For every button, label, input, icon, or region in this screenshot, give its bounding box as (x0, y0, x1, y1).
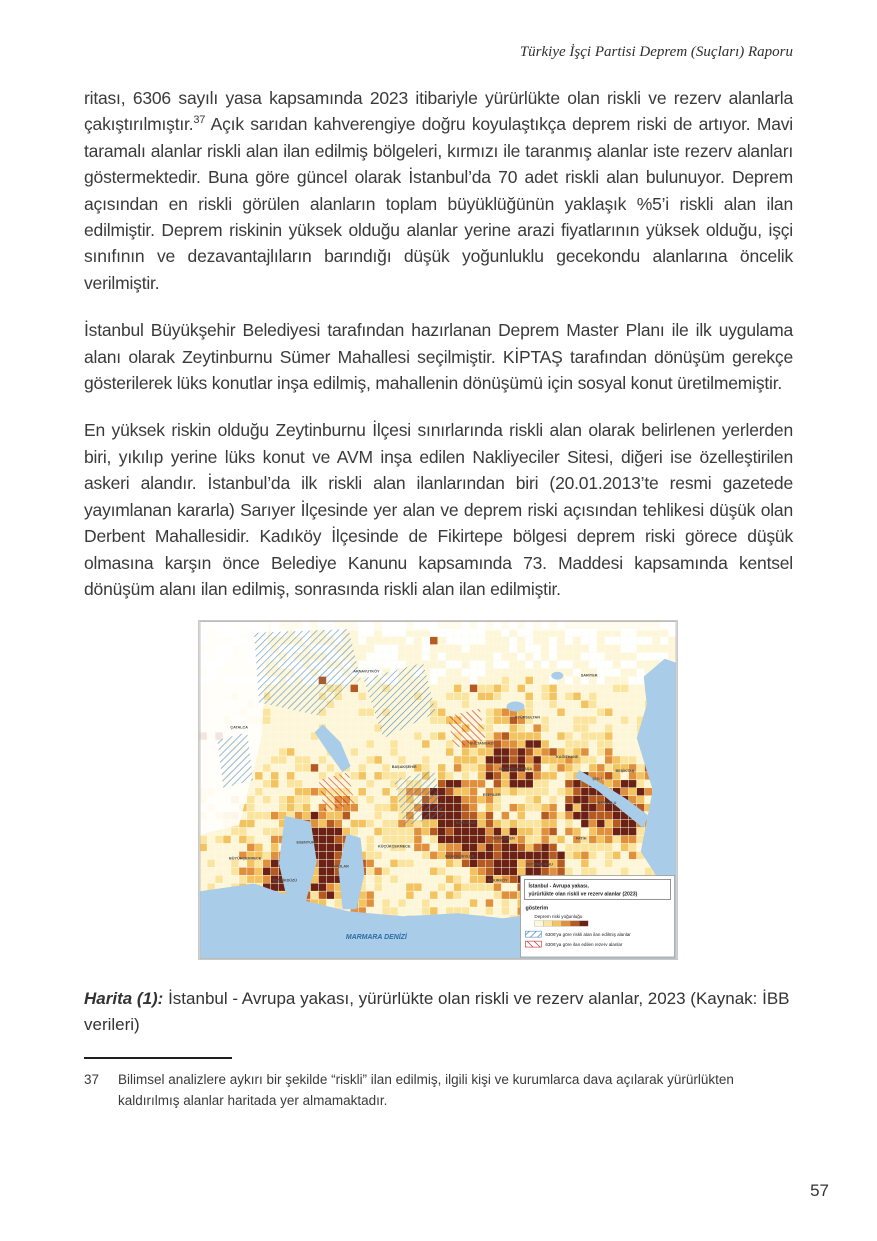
legend-rezerv-label: 6306’ya göre ilan edilen rezerv alanlar (544, 942, 622, 948)
legend-title-line2: yürürlükte olan riskli ve rezerv alanlar (2023) (527, 891, 637, 898)
running-header: Türkiye İşçi Partisi Deprem (Suçları) Raporu (519, 44, 793, 60)
map-figure (198, 620, 680, 960)
district-label: ARNAVUTKÖY (352, 670, 380, 675)
page-number: 57 (810, 1181, 829, 1200)
district-label: KAĞITHANE (555, 755, 578, 760)
paragraph-1-text: ritası, 6306 sayılı yasa kapsamında 2023 itibariyle yürürlükte olan riskli ve rezerv alanlarla çakıştırılmıştır. (84, 88, 793, 135)
district-label: GÜNGÖREN (492, 837, 515, 842)
riskli-swatch (525, 931, 541, 937)
district-label: ÇATALCA (229, 725, 248, 730)
district-label: ESENLER (482, 793, 501, 798)
legend-title-line1: İstanbul - Avrupa yakası, (527, 883, 589, 890)
paragraph-2: İstanbul Büyükşehir Belediyesi tarafından hazırlanan Deprem Master Planı ile ilk uygulama alanı olarak Zeytinburnu Sümer Mahallesi seçilmiştir. KİPTAŞ tarafından dönüşüm gerekçe gösterilerek lüks konutlar inşa edilmiş, mahallenin dönüşümü için sosyal konut üretilmemiştir. (84, 320, 793, 394)
legend-riskli-label: 6306’ya göre riskli alan ilan edilmiş alanlar (544, 932, 631, 938)
paragraph-1 (84, 85, 793, 296)
district-label: EYÜPSULTAN (514, 715, 540, 720)
district-label: SARIYER (580, 673, 597, 678)
district-label: AVCILAR (331, 864, 349, 869)
district-label: BÜYÜKÇEKMECE (228, 856, 261, 861)
footnote-reference-37: 37 (193, 114, 206, 127)
district-label: SULTANGAZİ (469, 741, 494, 746)
marmara-sea-label: MARMARA DENİZİ (345, 934, 407, 942)
rezerv-swatch (525, 941, 541, 947)
footnote-37 (84, 1069, 793, 1111)
legend-risk-density-label: Deprem riski yoğunluğu (533, 914, 582, 920)
forest-lake (551, 672, 563, 680)
footnote-number: 37 (84, 1072, 100, 1088)
legend-section-header: gösterim (524, 905, 548, 912)
district-label: GAZİOSMANPAŞA (498, 767, 532, 772)
map-legend (520, 876, 674, 958)
district-label: ESENYURT (296, 840, 317, 845)
footnote-rule (84, 1057, 232, 1059)
district-label: FATİH (575, 837, 586, 842)
map-caption (84, 986, 793, 1037)
district-label: KÜÇÜKÇEKMECE (377, 844, 410, 849)
district-label: BEŞİKTAŞ (615, 769, 634, 774)
paragraph-1-text-continued: Açık sarıdan kahverengiye doğru koyulaştıkça deprem riski de artıyor. Mavi taramalı alanlar riskli alan ilan edilmiş bölgeleri, kırmızı ile taranmış alanlar iste rezerv alanları göstermektedir. Buna göre güncel olarak İstanbul’da 70 adet riskli alan bulunuyor. Deprem açısından en riskli görülen alanların toplam büyüklüğünün yaklaşık %5’i riskli alan ilan edilmiştir. Deprem riskinin yüksek olduğu alanlar yerine arazi fiyatlarının yüksek olduğu, işçi sınıfının ve dezavantajlıların barındığı düşük yoğunluklu gecekondu alanlarına öncelik verilmiştir. (84, 114, 793, 293)
district-label: BAĞCILAR (455, 821, 476, 826)
footnote-text: Bilimsel analizlere aykırı bir şekilde “riskli” ilan edilmiş, ilgili kişi ve kurumlarca dava açılarak yürürlükten kaldırılmış alanlar haritada yer almamaktadır. (118, 1072, 734, 1109)
district-label: ŞİŞLİ (591, 777, 602, 782)
caption-text: İstanbul - Avrupa yakası, yürürlükte olan riskli ve rezerv alanlar, 2023 (Kaynak: İBB verileri) (84, 989, 790, 1034)
caption-label: Harita (1): (84, 989, 164, 1009)
district-label: BAHÇELİEVLER (444, 854, 475, 859)
district-label: BEYLİKDÜZÜ (272, 878, 297, 883)
paragraph-3: En yüksek riskin olduğu Zeytinburnu İlçesi sınırlarında riskli alan olarak belirlenen yerlerden biri, yıkılıp yerine lüks konut ve AVM inşa edilen Nakliyeciler Sitesi, diğeri ise özelleştirilen askeri alandır. İstanbul’da ilk riskli alan ilanlarından biri (20.01.2013’te resmi gazetede yayımlanan kararla) Sarıyer İlçesinde yer alan ve deprem riski açısından tehlikesi düşük olan Derbent Mahallesidir. Kadıköy İlçesinde de Fikirtepe bölgesi deprem riski görece düşük olmasına karşın önce Belediye Kanunu kapsamında 73. Maddesi kapsamında kentsel dönüşüm alanı ilan edilmiş, sonrasında riskli alan ilan edilmiştir. (84, 420, 793, 599)
district-label: BAKIRKÖY (487, 878, 508, 883)
district-label: ZEYTİNBURNU (525, 862, 553, 867)
istanbul-risk-map (198, 620, 678, 960)
alibeykoy-reservoir (506, 702, 524, 712)
risk-color-ramp (534, 921, 588, 926)
district-label: BAŞAKŞEHİR (391, 765, 417, 770)
district-label: BEYOĞLU (597, 801, 616, 806)
